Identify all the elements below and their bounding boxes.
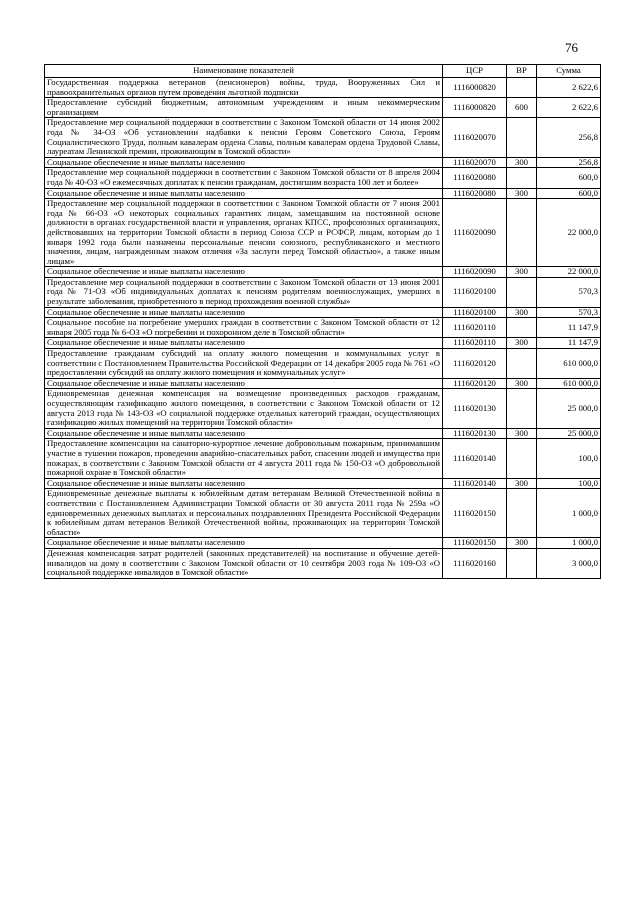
table-row: [45, 378, 601, 389]
row-name: Социальное обеспечение и иные выплаты населению: [45, 188, 443, 199]
row-vr: [507, 277, 537, 307]
row-name: Предоставление мер социальной поддержки в соответствии с Законом Томской области от 13 июня 2001 года № 71-ОЗ «Об индивидуальных доплатах к пенсиям родителям военнослужащих, умерших в результате заболевания, приобретенного в период прохождения военной службы»: [45, 277, 443, 307]
row-vr: 300: [507, 157, 537, 168]
table-body: [45, 78, 601, 579]
row-vr: 300: [507, 307, 537, 318]
row-name: Предоставление мер социальной поддержки в соответствии с Законом Томской области от 8 апреля 2004 года № 40-ОЗ «О ежемесячных доплатах к пенсии гражданам, достигшим возраста 100 лет и более»: [45, 168, 443, 188]
row-csr: 1116020100: [443, 277, 507, 307]
row-vr: 300: [507, 188, 537, 199]
row-csr: 1116020140: [443, 439, 507, 478]
row-csr: 1116020100: [443, 307, 507, 318]
row-csr: 1116000820: [443, 78, 507, 98]
row-vr: 600: [507, 98, 537, 118]
table-row: [45, 349, 601, 379]
row-name: Социальное обеспечение и иные выплаты населению: [45, 338, 443, 349]
row-vr: [507, 318, 537, 338]
table-row: [45, 318, 601, 338]
row-csr: 1116020070: [443, 157, 507, 168]
table-row: [45, 277, 601, 307]
row-csr: 1116020080: [443, 168, 507, 188]
row-name: Предоставление субсидий бюджетным, автономным учреждениям и иным некоммерческим организациям: [45, 98, 443, 118]
row-vr: [507, 548, 537, 578]
table-row: [45, 538, 601, 549]
row-sum: 600,0: [537, 188, 601, 199]
table-row: [45, 118, 601, 157]
row-sum: 1 000,0: [537, 538, 601, 549]
row-vr: [507, 439, 537, 478]
row-csr: 1116020110: [443, 338, 507, 349]
row-name: Предоставление мер социальной поддержки в соответствии с Законом Томской области от 7 июня 2001 года № 66-ОЗ «О некоторых социальных гарантиях лицам, замещавшим на постоянной основе должности в органах государственной власти и управления, органах КПСС, профсоюзных организациях, действовавших на территории Томской области в период Союза ССР и РСФСР, лицам, которым до 1 января 1992 года были назначены персональные пенсии союзного, республиканского и местного значения, лицам, награжденным знаком отличия «За заслуги перед Томской областью», а также иным лицам»: [45, 199, 443, 267]
row-sum: 256,8: [537, 118, 601, 157]
row-vr: [507, 118, 537, 157]
page-number: 76: [565, 40, 578, 55]
row-name: Единовременная денежная компенсация на возмещение произведенных расходов гражданам, осуществляющим газификацию жилого помещения, в соответствии с Законом Томской области от 12 августа 2013 года № 143-ОЗ «О социальной поддержке отдельных категорий граждан, осуществляющих газификацию жилых помещений на территории Томской области»: [45, 389, 443, 428]
row-csr: 1116020130: [443, 428, 507, 439]
row-name: Предоставление мер социальной поддержки в соответствии с Законом Томской области от 14 июня 2002 года № 34-ОЗ «Об установлении надбавки к пенсии Героям Советского Союза, Героям Социалистического Труда, полным кавалерам ордена Славы, полным кавалерам ордена Трудовой Славы, лауреатам Ленинской премии, проживающим в Томской области»: [45, 118, 443, 157]
row-vr: 300: [507, 378, 537, 389]
table-row: [45, 199, 601, 267]
table-row: [45, 98, 601, 118]
table-row: [45, 489, 601, 538]
row-sum: 22 000,0: [537, 267, 601, 278]
row-sum: 100,0: [537, 439, 601, 478]
row-vr: 300: [507, 538, 537, 549]
row-name: Денежная компенсация затрат родителей (законных представителей) на воспитание и обучение детей-инвалидов на дому в соответствии с Законом Томской области от 10 сентября 2003 года № 109-ОЗ «О социальной поддержке инвалидов в Томской области»: [45, 548, 443, 578]
table-row: [45, 428, 601, 439]
row-sum: 570,3: [537, 307, 601, 318]
row-sum: 600,0: [537, 168, 601, 188]
row-name: Государственная поддержка ветеранов (пенсионеров) войны, труда, Вооруженных Сил и правоохранительных органов путем проведения льготной подписки: [45, 78, 443, 98]
row-sum: 570,3: [537, 277, 601, 307]
row-csr: 1116020090: [443, 267, 507, 278]
row-name: Предоставление компенсации на санаторно-курортное лечение добровольным пожарным, принимавшим участие в тушении пожаров, проведении аварийно-спасательных работ, спасении людей и имущества при пожарах, в соответствии с Законом Томской области от 4 августа 2011 года № 150-ОЗ «О добровольной пожарной охране в Томской области»: [45, 439, 443, 478]
row-name: Социальное пособие на погребение умерших граждан в соответствии с Законом Томской области от 12 января 2005 года № 6-ОЗ «О погребении и похоронном деле в Томской области»: [45, 318, 443, 338]
table-row: [45, 548, 601, 578]
row-vr: [507, 168, 537, 188]
row-csr: 1116020090: [443, 199, 507, 267]
row-name: Социальное обеспечение и иные выплаты населению: [45, 428, 443, 439]
row-sum: 25 000,0: [537, 389, 601, 428]
header-csr: ЦСР: [443, 65, 507, 78]
row-sum: 2 622,6: [537, 98, 601, 118]
row-vr: [507, 78, 537, 98]
table-row: [45, 389, 601, 428]
row-csr: 1116000820: [443, 98, 507, 118]
table-row: [45, 307, 601, 318]
row-name: Социальное обеспечение и иные выплаты населению: [45, 307, 443, 318]
row-sum: 25 000,0: [537, 428, 601, 439]
row-vr: [507, 199, 537, 267]
row-csr: 1116020080: [443, 188, 507, 199]
row-sum: 11 147,9: [537, 338, 601, 349]
row-vr: 300: [507, 478, 537, 489]
row-sum: 256,8: [537, 157, 601, 168]
header-sum: Сумма: [537, 65, 601, 78]
row-vr: 300: [507, 428, 537, 439]
row-vr: 300: [507, 267, 537, 278]
row-name: Социальное обеспечение и иные выплаты населению: [45, 378, 443, 389]
row-name: Социальное обеспечение и иные выплаты населению: [45, 478, 443, 489]
table-row: [45, 157, 601, 168]
row-sum: 610 000,0: [537, 378, 601, 389]
row-csr: 1116020120: [443, 349, 507, 379]
row-name: Предоставление гражданам субсидий на оплату жилого помещения и коммунальных услуг в соответствии с Постановлением Правительства Российской Федерации от 14 декабря 2005 года № 761 «О предоставлении субсидий на оплату жилого помещения и коммунальных услуг»: [45, 349, 443, 379]
row-csr: 1116020110: [443, 318, 507, 338]
row-vr: [507, 489, 537, 538]
budget-table: [44, 64, 601, 579]
row-sum: 1 000,0: [537, 489, 601, 538]
row-csr: 1116020140: [443, 478, 507, 489]
row-sum: 22 000,0: [537, 199, 601, 267]
table-row: [45, 78, 601, 98]
row-csr: 1116020070: [443, 118, 507, 157]
row-csr: 1116020160: [443, 548, 507, 578]
row-sum: 2 622,6: [537, 78, 601, 98]
row-name: Социальное обеспечение и иные выплаты населению: [45, 538, 443, 549]
row-csr: 1116020130: [443, 389, 507, 428]
row-csr: 1116020150: [443, 489, 507, 538]
row-sum: 610 000,0: [537, 349, 601, 379]
table-row: [45, 267, 601, 278]
table-header: [45, 65, 601, 78]
row-vr: 300: [507, 338, 537, 349]
row-sum: 100,0: [537, 478, 601, 489]
row-sum: 3 000,0: [537, 548, 601, 578]
row-sum: 11 147,9: [537, 318, 601, 338]
row-name: Социальное обеспечение и иные выплаты населению: [45, 267, 443, 278]
table-row: [45, 439, 601, 478]
row-name: Социальное обеспечение и иные выплаты населению: [45, 157, 443, 168]
header-name: Наименование показателей: [45, 65, 443, 78]
row-csr: 1116020150: [443, 538, 507, 549]
table-row: [45, 478, 601, 489]
row-csr: 1116020120: [443, 378, 507, 389]
row-vr: [507, 349, 537, 379]
table-row: [45, 188, 601, 199]
header-vr: ВР: [507, 65, 537, 78]
row-name: Единовременные денежные выплаты к юбилейным датам ветеранам Великой Отечественной войны в соответствии с Постановлением Администрации Томской области от 30 августа 2011 года № 259а «О единовременных денежных выплатах и персональных поздравлениях Президента Российской Федерации к юбилейным датам ветеранов Великой Отечественной войны, проживающих на территории Томской области»: [45, 489, 443, 538]
table-row: [45, 338, 601, 349]
row-vr: [507, 389, 537, 428]
table-row: [45, 168, 601, 188]
